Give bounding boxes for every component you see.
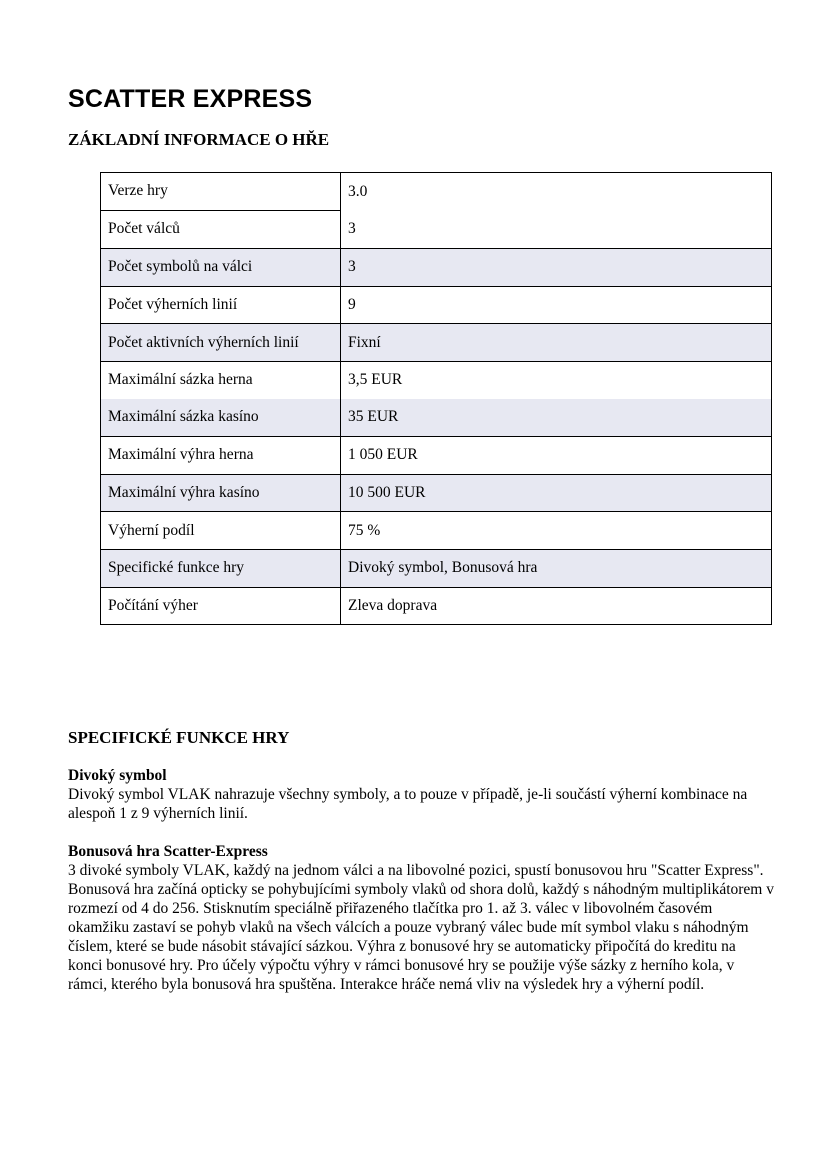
table-row <box>101 248 771 286</box>
row-value-cell: 3 <box>348 258 356 276</box>
table-row <box>101 587 771 625</box>
row-label-cell: Počet aktivních výherních linií <box>101 324 341 361</box>
row-value-cell: Divoký symbol, Bonusová hra <box>348 559 538 577</box>
row-value-cell: 1 050 EUR <box>348 446 418 464</box>
row-label-cell: Maximální sázka kasíno <box>101 399 341 437</box>
features-section-heading: SPECIFICKÉ FUNKCE HRY <box>68 728 290 747</box>
row-value-cell: 10 500 EUR <box>348 484 426 502</box>
features-list <box>68 766 774 994</box>
table-row <box>101 323 771 361</box>
feature-body: 3 divoké symboly VLAK, každý na jednom válci a na libovolné pozici, spustí bonusovou hru "Scatter Express". Bonusová hra začíná opticky se pohybujícími symboly vlaků od shora dolů, každý s náhodným multiplikátorem v rozmezí od 4 do 256. Stisknutím speciálně přiřazeného tlačítka pro 1. až 3. válec v libovolném časovém okamžiku zastaví se pohyb vlaků na všech válcích a pouze vybraný válec bude mít symbol vlaku s náhodným číslem, které se bude násobit stávající sázkou. Výhra z bonusové hry se automaticky připočítá do kreditu na konci bonusové hry. Pro účely výpočtu výhry v rámci bonusové hry se použije výše sázky z herního kola, v rámci, kterého byla bonusová hra spuštěna. Interakce hráče nemá vliv na výsledek hry a výherní podíl. <box>68 862 774 993</box>
row-value-cell: 9 <box>348 296 356 314</box>
row-label-cell: Specifické funkce hry <box>101 550 341 587</box>
table-row <box>101 549 771 587</box>
row-value-cell: Zleva doprava <box>348 596 438 614</box>
game-info-table <box>100 172 772 625</box>
feature-block <box>68 842 774 994</box>
row-label-cell: Počet výherních linií <box>101 287 341 324</box>
row-label-cell: Počet válců <box>101 211 341 249</box>
row-value-cell: 75 % <box>348 521 381 539</box>
feature-heading: Divoký symbol <box>68 767 167 784</box>
table-row <box>101 211 771 249</box>
row-label-cell: Verze hry <box>101 173 341 211</box>
row-value-cell: Fixní <box>348 333 381 351</box>
table-row <box>101 511 771 549</box>
row-label-cell: Maximální sázka herna <box>101 362 341 399</box>
feature-block <box>68 766 774 823</box>
table-row <box>101 361 771 399</box>
row-value-cell: 35 EUR <box>348 408 399 426</box>
feature-body: Divoký symbol VLAK nahrazuje všechny symboly, a to pouze v případě, je-li součástí výherní kombinace na alespoň 1 z 9 výherních linií. <box>68 786 748 822</box>
page-title: SCATTER EXPRESS <box>68 85 313 113</box>
row-value-cell: 3 <box>348 220 356 238</box>
row-label-cell: Počet symbolů na válci <box>101 249 341 286</box>
row-label-cell: Počítání výher <box>101 588 341 625</box>
table-row <box>101 399 771 437</box>
row-label-cell: Maximální výhra kasíno <box>101 475 341 512</box>
table-row <box>101 286 771 324</box>
row-value-cell: 3.0 <box>348 182 368 200</box>
feature-heading: Bonusová hra Scatter-Express <box>68 843 268 860</box>
table-row <box>101 436 771 474</box>
row-label-cell: Maximální výhra herna <box>101 437 341 474</box>
table-row <box>101 474 771 512</box>
table-row <box>101 173 771 211</box>
row-value-cell: 3,5 EUR <box>348 371 403 389</box>
features-section <box>68 728 774 994</box>
basic-info-section-heading: ZÁKLADNÍ INFORMACE O HŘE <box>68 130 330 149</box>
row-label-cell: Výherní podíl <box>101 512 341 549</box>
